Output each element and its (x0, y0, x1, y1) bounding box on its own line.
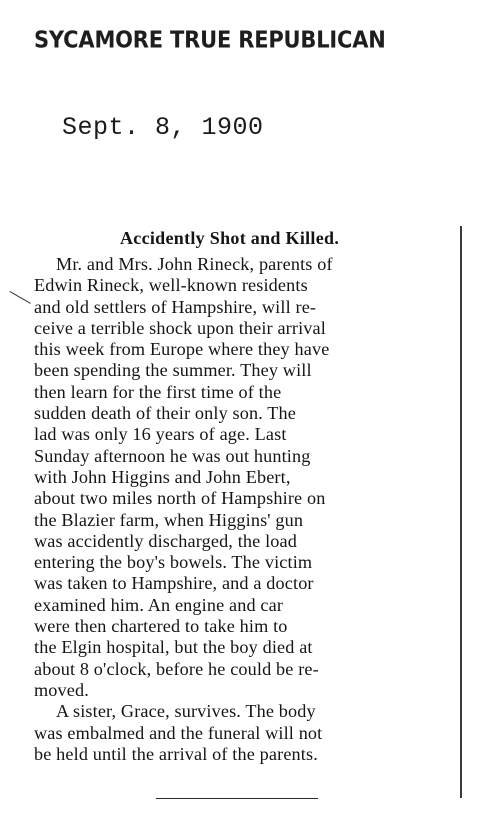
article-line: ceive a terrible shock upon their arrival (34, 317, 326, 338)
article-line: Edwin Rineck, well-known residents (34, 275, 308, 296)
article-line: A sister, Grace, survives. The body (56, 701, 316, 722)
publication-date: Sept. 8, 1900 (62, 113, 264, 142)
article-line: about 8 o'clock, before he could be re- (34, 658, 319, 679)
article-line: been spending the summer. They will (34, 360, 312, 381)
article-line: be held until the arrival of the parents. (34, 743, 318, 764)
article-line: sudden death of their only son. The (34, 403, 297, 424)
article-line: was taken to Hampshire, and a doctor (34, 573, 314, 594)
article-line: then learn for the first time of the (34, 381, 282, 402)
article-headline: Accidently Shot and Killed. (120, 228, 340, 248)
article-line: with John Higgins and John Ebert, (34, 466, 291, 487)
article-line: examined him. An engine and car (34, 594, 284, 615)
article-line: Mr. and Mrs. John Rineck, parents of (56, 254, 333, 274)
article-line: the Blazier farm, when Higgins' gun (34, 509, 304, 530)
article-line: about two miles north of Hampshire on (34, 488, 326, 509)
article-line: were then chartered to take him to (34, 616, 288, 637)
article-line: entering the boy's bowels. The victim (34, 552, 313, 573)
article-line: Sunday afternoon he was out hunting (34, 445, 311, 466)
article-body (34, 254, 474, 765)
publication-stamp: SYCAMORE TRUE REPUBLICAN (34, 26, 386, 53)
margin-mark (10, 291, 31, 304)
article-line: was embalmed and the funeral will not (34, 722, 323, 743)
article-line: lad was only 16 years of age. Last (34, 424, 287, 445)
article-line: and old settlers of Hampshire, will re- (34, 296, 317, 317)
article-line: moved. (34, 679, 89, 700)
end-rule (156, 798, 318, 799)
article-line: this week from Europe where they have (34, 339, 330, 360)
article-line: was accidently discharged, the load (34, 530, 297, 551)
article-line: the Elgin hospital, but the boy died at (34, 637, 313, 658)
